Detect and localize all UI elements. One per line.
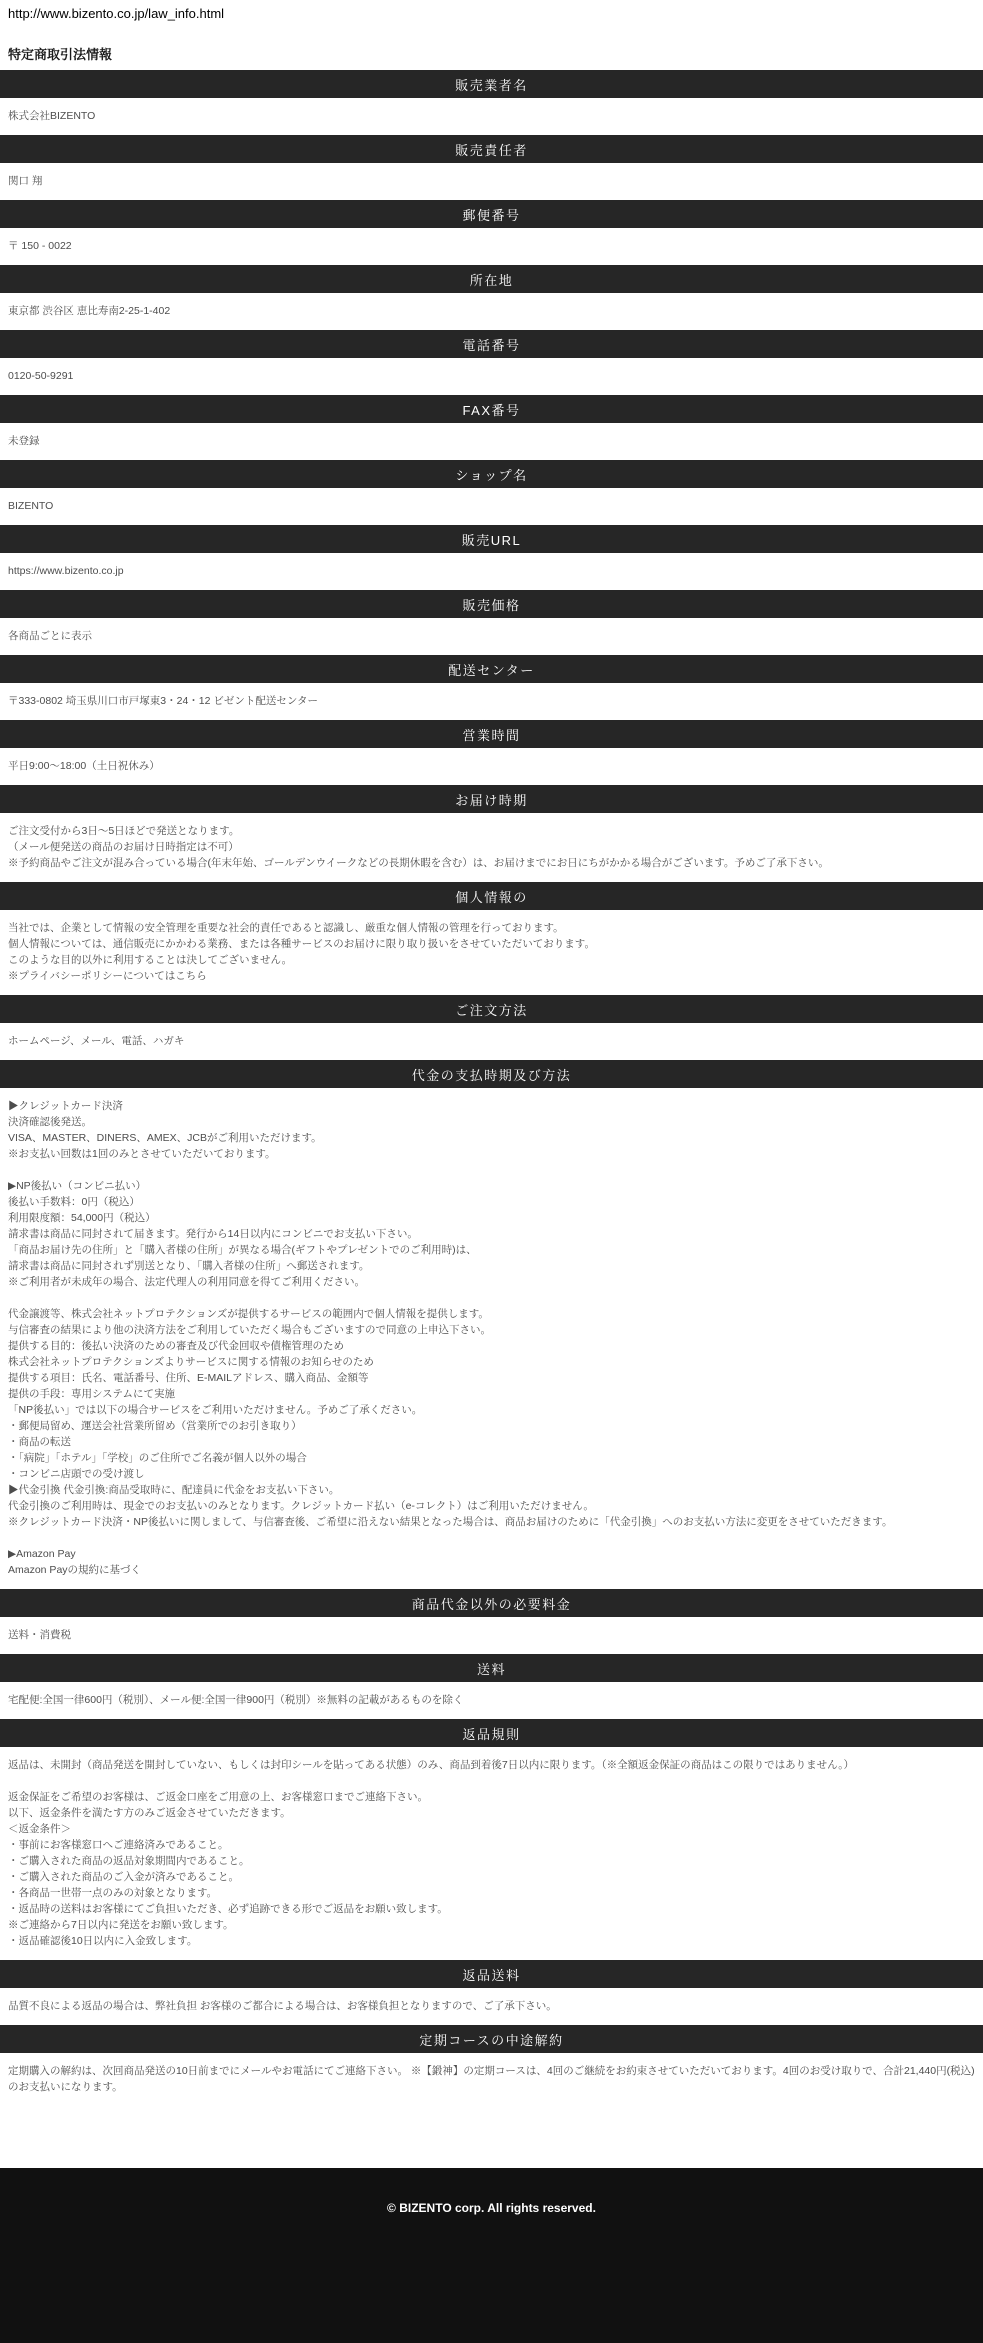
section-title: ご注文方法 <box>455 1002 528 1018</box>
info-section <box>0 330 983 395</box>
section-text-line: ▶クレジットカード決済 <box>8 1100 123 1112</box>
section-text-line: 与信審査の結果により他の決済方法をご利用していただく場合もございますので同意の上申込下さい。 <box>8 1324 491 1336</box>
section-text-line: ▶Amazon Pay <box>8 1548 76 1560</box>
section-text-line: ・ご購入された商品の返品対象期間内であること。 <box>8 1855 250 1867</box>
section-title: 返品送料 <box>462 1967 521 1983</box>
section-text-line: （メール便発送の商品のお届け日時指定は不可） <box>8 841 239 853</box>
section-body <box>0 163 983 200</box>
info-section <box>0 1719 983 1960</box>
section-text-line: 代金譲渡等、株式会社ネットプロテクションズが提供するサービスの範囲内で個人情報を提供します。 <box>8 1308 489 1320</box>
section-body <box>0 228 983 265</box>
section-text-line: ・事前にお客様窓口へご連絡済みであること。 <box>8 1839 229 1851</box>
section-text-line: 0120-50-9291 <box>8 370 74 382</box>
info-section <box>0 2025 983 2106</box>
info-section <box>0 785 983 882</box>
info-section <box>0 265 983 330</box>
section-body <box>0 358 983 395</box>
section-title: ショップ名 <box>455 467 528 483</box>
section-title: 返品規則 <box>462 1726 521 1742</box>
section-text-line: ※ご利用者が未成年の場合、法定代理人の利用同意を得てご利用ください。 <box>8 1276 365 1288</box>
section-header-bar <box>0 135 983 163</box>
section-text-line: 請求書は商品に同封されず別送となり、「購入者様の住所」へ郵送されます。 <box>8 1260 370 1272</box>
section-text-line: ご注文受付から3日～5日ほどで発送となります。 <box>8 825 240 837</box>
section-text-line: ・ご購入された商品のご入金が済みであること。 <box>8 1871 239 1883</box>
section-header-bar <box>0 330 983 358</box>
section-body <box>0 618 983 655</box>
section-text-line: ・コンビニ店頭での受け渡し <box>8 1468 145 1480</box>
section-text-line: 「NP後払い」では以下の場合サービスをご利用いただけません。予めご了承ください。 <box>8 1404 423 1416</box>
section-header-bar <box>0 265 983 293</box>
section-title: 代金の支払時期及び方法 <box>411 1067 572 1083</box>
blank-line <box>8 1162 975 1178</box>
info-section <box>0 882 983 995</box>
section-text-line: 当社では、企業として情報の安全管理を重要な社会的責任であると認識し、厳重な個人情報の管理を行っております。 <box>8 922 564 934</box>
section-text-line: ホームページ、メール、電話、ハガキ <box>8 1035 185 1047</box>
section-title: 電話番号 <box>462 337 521 353</box>
section-body <box>0 1088 983 1589</box>
section-text-line: 返品は、未開封（商品発送を開封していない、もしくは封印シールを貼ってある状態）のみ、商品到着後7日以内に限ります。（※全額返金保証の商品はこの限りではありません。） <box>8 1759 855 1771</box>
section-text-line: 各商品ごとに表示 <box>8 630 92 642</box>
section-body <box>0 813 983 882</box>
section-text-line: 宅配便:全国一律600円（税別）、メール便:全国一律900円（税別）※無料の記載があるものを除く <box>8 1694 464 1706</box>
section-text-line: 〒333-0802 埼玉県川口市戸塚東3・24・12 ビゼント配送センター <box>8 695 318 707</box>
section-header-bar <box>0 70 983 98</box>
section-text-line: ※クレジットカード決済・NP後払いに関しまして、与信審査後、ご希望に沿えない結果となった場合は、商品お届けのために「代金引換」へのお支払い方法に変更をさせていただきます。 <box>8 1516 893 1528</box>
section-text-line: 未登録 <box>8 435 40 447</box>
page-url: http://www.bizento.co.jp/law_info.html <box>8 6 225 21</box>
section-body <box>0 293 983 330</box>
section-title: 郵便番号 <box>462 207 521 223</box>
section-header-bar <box>0 995 983 1023</box>
section-title: お届け時期 <box>455 792 528 808</box>
info-section <box>0 460 983 525</box>
section-text-line: 送料・消費税 <box>8 1629 71 1641</box>
info-section <box>0 720 983 785</box>
section-header-bar <box>0 1654 983 1682</box>
page-title: 特定商取引法情報 <box>8 47 113 62</box>
section-header-bar <box>0 2025 983 2053</box>
section-text-line: ・返品時の送料はお客様にてご負担いただき、必ず追跡できる形でご返品をお願い致します。 <box>8 1903 448 1915</box>
section-text-line: ・商品の転送 <box>8 1436 71 1448</box>
section-text-line: ▶代金引換 代金引換:商品受取時に、配達員に代金をお支払い下さい。 <box>8 1484 340 1496</box>
section-text-line: ・返品確認後10日以内に入金致します。 <box>8 1935 198 1947</box>
section-body <box>0 683 983 720</box>
section-body <box>0 423 983 460</box>
sections-container <box>0 70 983 2106</box>
section-title: 販売責任者 <box>455 142 528 158</box>
section-text-line: ※ご連絡から7日以内に発送をお願い致します。 <box>8 1919 234 1931</box>
section-body <box>0 910 983 995</box>
section-text-line: 提供する目的：後払い決済のための審査及び代金回収や債権管理のため <box>8 1340 344 1352</box>
section-title: 送料 <box>476 1661 506 1677</box>
section-body <box>0 98 983 135</box>
section-title: 定期コースの中途解約 <box>419 2032 564 2048</box>
section-header-bar <box>0 1589 983 1617</box>
section-text-line: このような目的以外に利用することは決してございません。 <box>8 954 293 966</box>
footer <box>0 2168 983 2343</box>
section-text-line: 以下、返金条件を満たす方のみご返金させていただきます。 <box>8 1807 291 1819</box>
blank-line <box>8 1530 975 1546</box>
section-text-line: ・郵便局留め、運送会社営業所留め（営業所でのお引き取り） <box>8 1420 302 1432</box>
section-header-bar <box>0 200 983 228</box>
section-text-line: 返金保証をご希望のお客様は、ご返金口座をご用意の上、お客様窓口までご連絡下さい。 <box>8 1791 428 1803</box>
section-text-line: 提供する項目：氏名、電話番号、住所、E-MAILアドレス、購入商品、金額等 <box>8 1372 369 1384</box>
section-text-line: https://www.bizento.co.jp <box>8 565 124 577</box>
section-title: 販売価格 <box>462 597 521 613</box>
section-title: 商品代金以外の必要料金 <box>411 1596 572 1612</box>
section-header-bar <box>0 590 983 618</box>
info-section <box>0 995 983 1060</box>
section-header-bar <box>0 882 983 910</box>
section-text-line: 代金引換のご利用時は、現金でのお支払いのみとなります。クレジットカード払い（e-コレクト）はご利用いただけません。 <box>8 1500 594 1512</box>
section-title: 個人情報の <box>455 889 528 905</box>
section-text-line: 東京都 渋谷区 恵比寿南2-25-1-402 <box>8 305 171 317</box>
section-title: 所在地 <box>469 272 514 288</box>
section-title: FAX番号 <box>462 402 521 418</box>
section-text-line: 株式会社BIZENTO <box>8 110 96 122</box>
section-body <box>0 1617 983 1654</box>
section-body <box>0 553 983 590</box>
section-header-bar <box>0 720 983 748</box>
info-section <box>0 135 983 200</box>
section-body <box>0 748 983 785</box>
section-body <box>0 1988 983 2025</box>
section-text-line: BIZENTO <box>8 500 54 512</box>
section-text-line: 利用限度額：54,000円（税込） <box>8 1212 156 1224</box>
blank-line <box>8 1290 975 1306</box>
section-text-line: ▶NP後払い（コンビニ払い） <box>8 1180 147 1192</box>
section-text-line: ※プライバシーポリシーについてはこちら <box>8 970 207 982</box>
section-text-line: 株式会社ネットプロテクションズよりサービスに関する情報のお知らせのため <box>8 1356 374 1368</box>
section-text-line: 品質不良による返品の場合は、弊社負担 お客様のご都合による場合は、お客様負担となりますので、ご了承下さい。 <box>8 2000 557 2012</box>
info-section <box>0 1960 983 2025</box>
info-section <box>0 1589 983 1654</box>
section-text-line: 関口 翔 <box>8 175 43 187</box>
section-text-line: ※予約商品やご注文が混み合っている場合(年末年始、ゴールデンウイークなどの長期休暇を含む）は、お届けまでにお日にちがかかる場合がございます。予めご了承下さい。 <box>8 857 829 869</box>
section-title: 営業時間 <box>462 727 521 743</box>
section-header-bar <box>0 1960 983 1988</box>
section-text-line: 〒 150 - 0022 <box>8 240 72 252</box>
section-text-line: Amazon Payの規約に基づく <box>8 1564 142 1576</box>
section-header-bar <box>0 655 983 683</box>
section-text-line: 平日9:00～18:00（土日祝休み） <box>8 760 160 772</box>
blank-line <box>8 1773 975 1789</box>
section-text-line: 決済確認後発送。 <box>8 1116 92 1128</box>
info-section <box>0 200 983 265</box>
section-text-line: 「商品お届け先の住所」と「購入者様の住所」が異なる場合(ギフトやプレゼントでのご利用時)は、 <box>8 1244 477 1256</box>
section-title: 販売URL <box>461 532 522 548</box>
section-body <box>0 1682 983 1719</box>
info-section <box>0 1654 983 1719</box>
section-header-bar <box>0 785 983 813</box>
section-body <box>0 1023 983 1060</box>
section-title: 販売業者名 <box>455 77 528 93</box>
section-header-bar <box>0 1719 983 1747</box>
section-header-bar <box>0 1060 983 1088</box>
section-text-line: 請求書は商品に同封されて届きます。発行から14日以内にコンビニでお支払い下さい。 <box>8 1228 418 1240</box>
section-body <box>0 1747 983 1960</box>
section-text-line: ＜返金条件＞ <box>8 1823 71 1835</box>
section-body <box>0 2053 983 2106</box>
section-text-line: ・各商品一世帯一点のみの対象となります。 <box>8 1887 218 1899</box>
section-title: 配送センター <box>448 662 535 678</box>
info-section <box>0 395 983 460</box>
section-header-bar <box>0 395 983 423</box>
info-section <box>0 655 983 720</box>
info-section <box>0 1060 983 1589</box>
info-section <box>0 525 983 590</box>
section-text-line: VISA、MASTER、DINERS、AMEX、JCBがご利用いただけます。 <box>8 1132 322 1144</box>
info-section <box>0 70 983 135</box>
section-header-bar <box>0 460 983 488</box>
section-text-line: 後払い手数料：0円（税込） <box>8 1196 140 1208</box>
info-section <box>0 590 983 655</box>
section-text-line: ・「病院」「ホテル」「学校」のご住所でご名義が個人以外の場合 <box>8 1452 307 1464</box>
copyright-text: © BIZENTO corp. All rights reserved. <box>387 2201 596 2215</box>
section-text-line: 定期購入の解約は、次回商品発送の10日前までにメールやお電話にてご連絡下さい。 ※【鍛神】の定期コースは、4回のご継続をお約束させていただいております。4回のお受け取りで、合計21,440円(税込)のお支払いになります。 <box>8 2065 975 2093</box>
section-text-line: ※お支払い回数は1回のみとさせていただいております。 <box>8 1148 276 1160</box>
section-header-bar <box>0 525 983 553</box>
section-text-line: 個人情報については、通信販売にかかわる業務、または各種サービスのお届けに限り取り扱いをさせていただいております。 <box>8 938 595 950</box>
section-body <box>0 488 983 525</box>
section-text-line: 提供の手段：専用システムにて実施 <box>8 1388 175 1400</box>
